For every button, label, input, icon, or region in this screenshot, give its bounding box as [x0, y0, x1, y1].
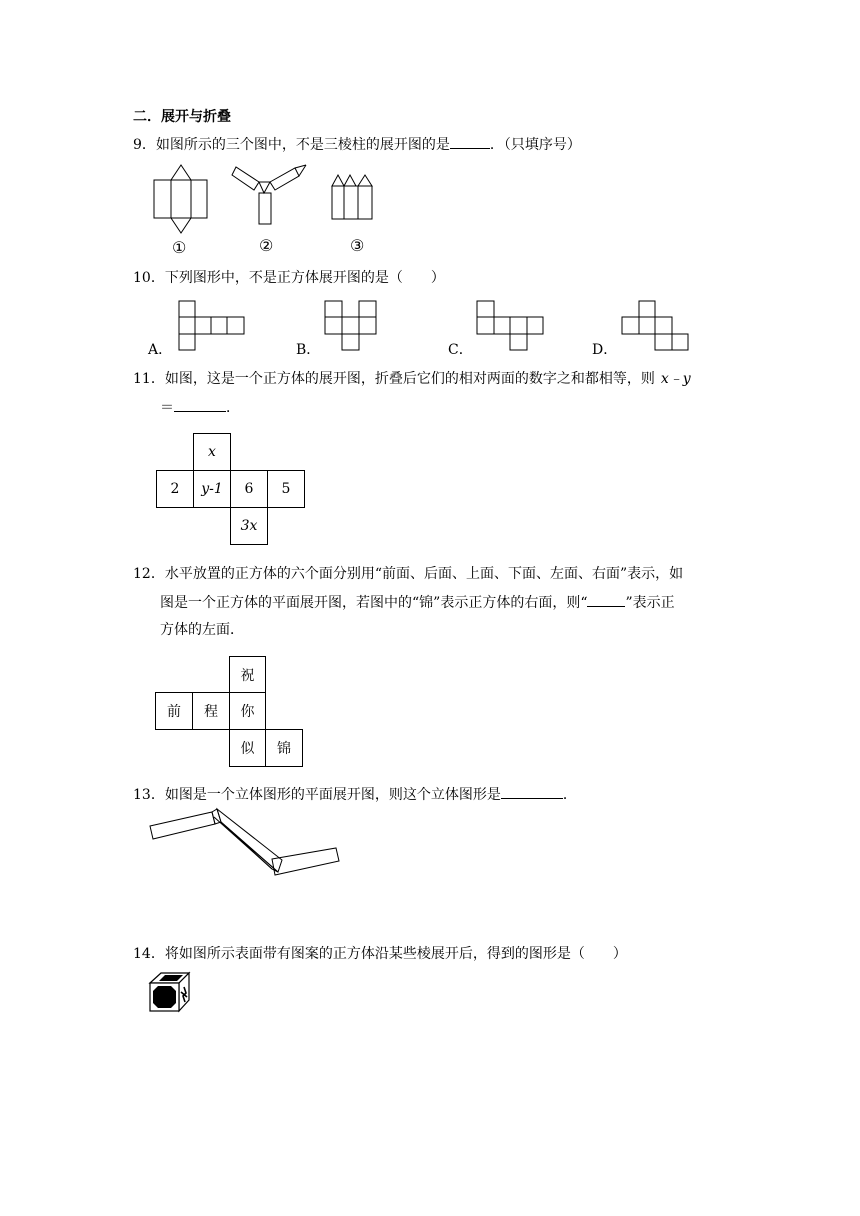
q9-label-2: ②: [259, 236, 274, 255]
q14-number: 14．: [133, 946, 165, 962]
q12-cell-jin: 锦: [265, 729, 303, 767]
q11-cell-top: x: [193, 433, 231, 471]
q13-period: ．: [562, 787, 577, 803]
q9-text: [133, 134, 581, 155]
q14-cube-figure: [149, 972, 193, 1014]
q14-text: [133, 944, 627, 964]
q11-line-2: [160, 397, 240, 418]
q10-text: [133, 268, 445, 288]
q9-number: 9．: [133, 137, 156, 153]
q12-line-2: [160, 592, 675, 613]
q12-cell-cheng: 程: [192, 692, 230, 730]
q12-cell-ni: 你: [229, 692, 266, 730]
q9-figure-3: [330, 173, 378, 223]
q11-cell-bottom: 3x: [230, 507, 268, 545]
q9-stem: 如图所示的三个图中，不是三棱柱的展开图的是: [155, 137, 450, 153]
q10-stem: 下列图形中，不是正方体展开图的是（ ）: [164, 270, 445, 286]
q13-stem: 如图是一个立体图形的平面展开图，则这个立体图形是: [164, 787, 501, 803]
q10-option-d: D．: [592, 342, 618, 358]
q11-line-1: [133, 369, 691, 389]
q9-blank: [450, 134, 490, 149]
q12-blank: [587, 592, 625, 607]
q10-figure-c: [477, 301, 547, 353]
q11-stem: 如图，这是一个正方体的展开图，折叠后它们的相对两面的数字之和都相等，则: [164, 371, 655, 387]
q12-line-3: 方体的左面．: [160, 622, 244, 638]
q10-figure-b: [325, 301, 381, 353]
q11-cell-five: 5: [267, 470, 305, 508]
q10-figure-d: [622, 301, 692, 353]
q12-cell-si: 似: [229, 729, 266, 767]
q10-number: 10．: [133, 270, 165, 286]
q13-blank: [501, 784, 563, 799]
q10-option-a: A．: [148, 342, 173, 358]
q14-stem: 将如图所示表面带有图案的正方体沿某些棱展开后，得到的图形是（ ）: [164, 946, 627, 962]
q13-number: 13．: [133, 787, 165, 803]
octagon-icon: [153, 986, 176, 1008]
q13-text: [133, 784, 577, 805]
q11-number: 11．: [133, 371, 165, 387]
q9-figure-2: [228, 162, 313, 227]
q12-line-1: [133, 564, 683, 584]
q11-cell-six: 6: [230, 470, 268, 508]
q12-cell-qian: 前: [155, 692, 193, 730]
q11-equals: ＝: [160, 400, 174, 416]
q9-label-3: ③: [350, 236, 365, 255]
q12-stem-2: 图是一个正方体的平面展开图，若图中的“锦”表示正方体的右面，则“: [160, 595, 588, 611]
q10-option-c: C．: [448, 342, 473, 358]
section-title: 二．展开与折叠: [133, 109, 231, 125]
q11-cell-left: 2: [156, 470, 194, 508]
q9-label-1: ①: [172, 238, 187, 257]
q11-expression: x﹣y: [660, 371, 691, 387]
q9-stem-end: ．（只填序号）: [489, 137, 581, 153]
q11-period: ．: [226, 400, 240, 416]
q12-stem-3: ”表示正: [625, 595, 675, 611]
q13-net-figure: [148, 808, 343, 883]
q9-figure-1: [150, 165, 210, 235]
q11-blank: [174, 397, 226, 412]
q12-cell-zhu: 祝: [229, 656, 266, 693]
q12-number: 12．: [133, 566, 165, 582]
q10-figure-a: [179, 301, 249, 353]
q11-cell-middle: y-1: [193, 470, 231, 508]
q10-option-b: B．: [296, 342, 321, 358]
q12-stem-1: 水平放置的正方体的六个面分别用“前面、后面、上面、下面、左面、右面”表示，如: [164, 566, 684, 582]
